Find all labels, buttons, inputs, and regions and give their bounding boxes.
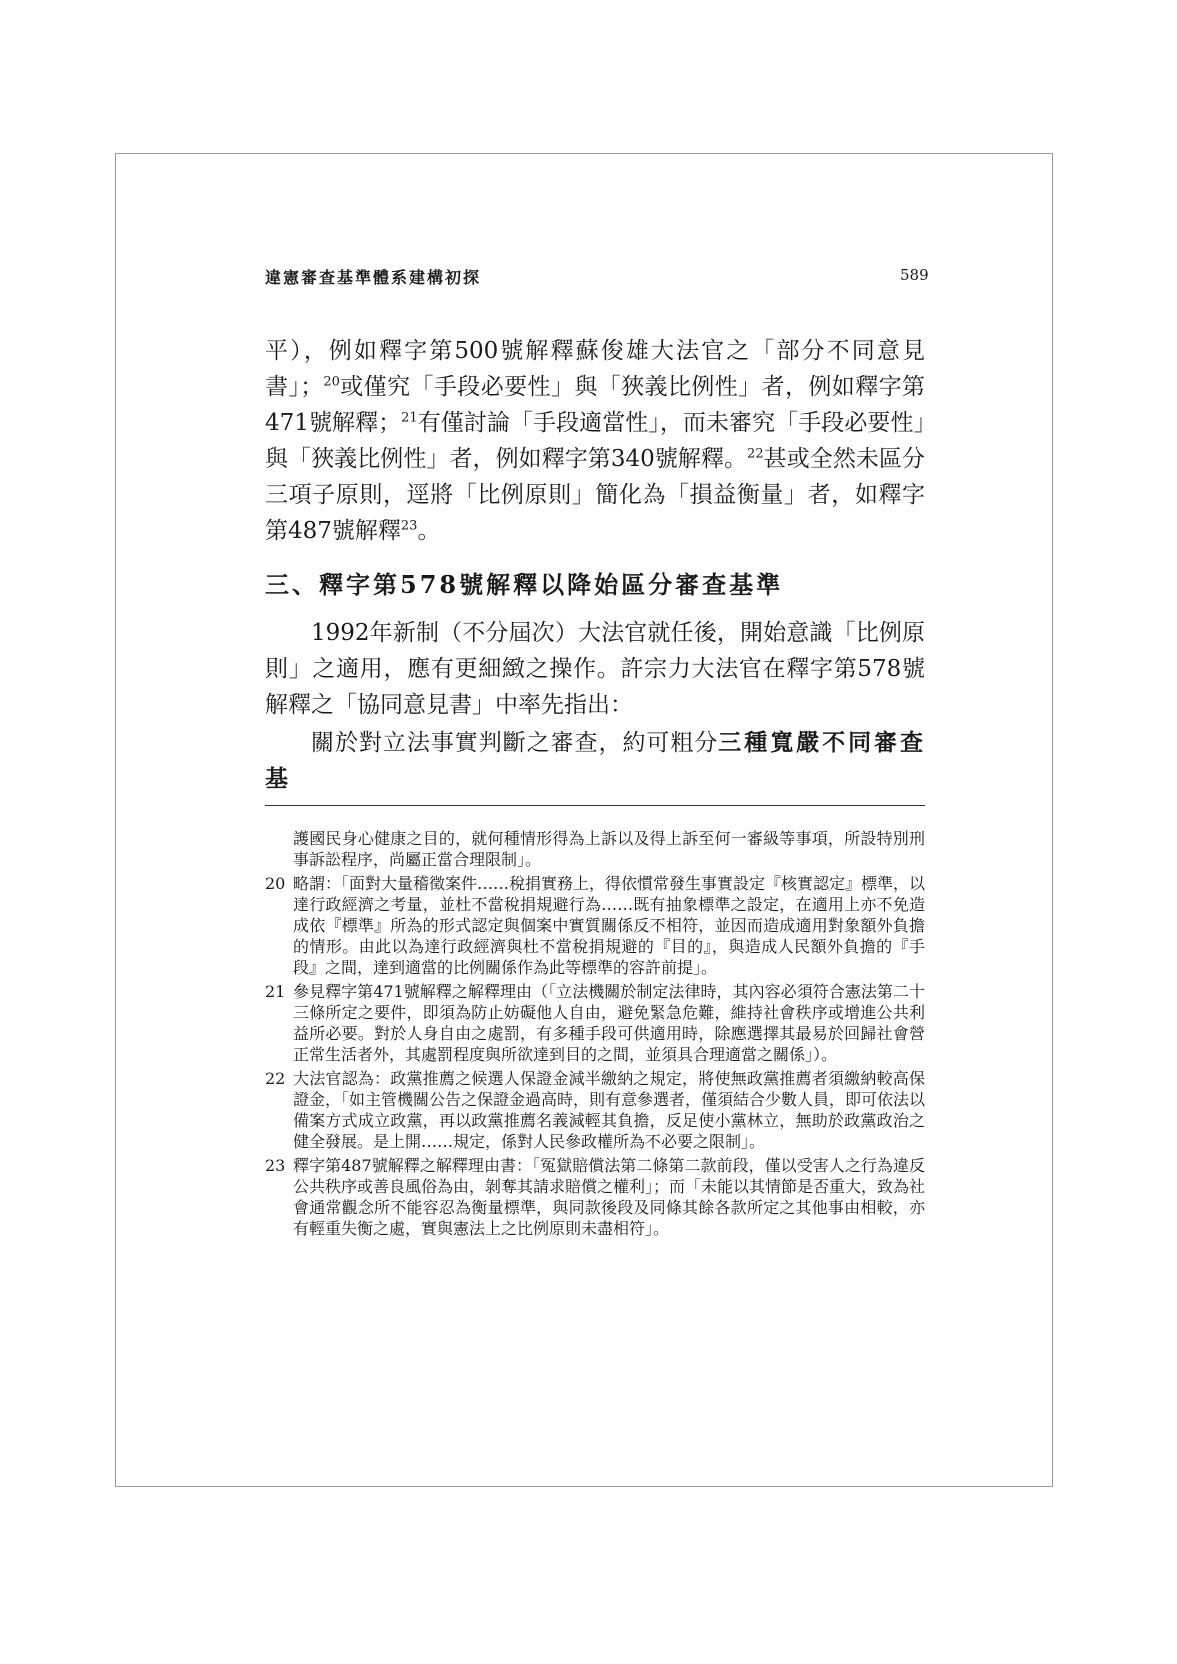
footnote-text: 略謂：「面對大量稽徵案件……稅捐實務上，得依慣常發生事實設定『核實認定』標準，以達行政經濟之考量，並杜不當稅捐規避行為……既有抽象標準之設定，在適用上亦不免造成依『標準』所為的形式認定與個案中實質關係反不相符，並因而造成適用對象額外負擔的情形。由此以為達行政經濟與杜不當稅捐規避的『目的』，與造成人民額外負擔的『手段』之間，達到適當的比例關係作為此等標準的容許前提」。 [293, 874, 926, 977]
footnote-text: 參見釋字第471號解釋之解釋理由（「立法機關於制定法律時，其內容必須符合憲法第二十三條所定之要件，即須為防止妨礙他人自由，避免緊急危難，維持社會秩序或增進公共利益所必要。對於人身自由之處罰，有多種手段可供適用時，除應選擇其最易於回歸社會營正常生活者外，其處罰程度與所欲達到目的之間，並須具合理適當之關係」）。 [293, 982, 925, 1064]
body-paragraph-2: 1992年新制（不分屆次）大法官就任後，開始意識「比例原則」之適用，應有更細緻之操作。許宗力大法官在釋字第578號解釋之「協同意見書」中率先指出： [265, 620, 925, 718]
footnote-continuation: 護國民身心健康之目的，就何種情形得為上訴以及得上訴至何一審級等事項，所設特別刑事訴訟程序，尚屬正當合理限制」。 [293, 829, 925, 869]
footnote-20 [265, 873, 925, 978]
bold-text-run: 三種寬嚴不同審查基 [265, 729, 926, 792]
text-run: 關於對立法事實判斷之審查，約可粗分 [311, 730, 719, 756]
body-paragraph-3 [265, 725, 925, 797]
footnote-ref-22[interactable]: 22 [747, 446, 764, 462]
running-title: 違憲審查基準體系建構初探 [265, 268, 482, 287]
footnote-number: 22 [265, 1069, 286, 1088]
page-number: 589 [900, 266, 929, 284]
footnote-23 [265, 1155, 925, 1239]
footnote-21 [265, 981, 925, 1065]
body-paragraph-1 [265, 333, 925, 549]
footnote-divider [265, 805, 925, 806]
text-run: 。 [417, 518, 441, 544]
text-run: 或僅究「手段必要性」與「狹義比例性」者，例如釋字第471號解釋； [265, 374, 926, 436]
footnote-number: 23 [265, 1156, 286, 1175]
footnote-text: 大法官認為：政黨推薦之候選人保證金減半繳納之規定，將使無政黨推薦者須繳納較高保證金，「如主管機關公告之保證金過高時，則有意參選者，僅須結合少數人員，即可依法以備案方式成立政黨，再以政黨推薦名義減輕其負擔，反足使小黨林立，無助於政黨政治之健全發展。是上開……規定，係對人民參政權所為不必要之限制」。 [293, 1069, 926, 1151]
footnote-22 [265, 1068, 925, 1152]
footnote-ref-21[interactable]: 21 [401, 410, 418, 426]
section-heading: 三、釋字第578號解釋以降始區分審查基準 [265, 570, 784, 599]
text-run: 甚或全然未區分三項子原則，逕將「比例原則」簡化為「損益衡量」者，如釋字第487號解釋 [265, 446, 925, 544]
text-run: 平），例如釋字第500號解釋蘇俊雄大法官之「部分不同意見書」； [265, 338, 925, 400]
footnote-ref-23[interactable]: 23 [400, 518, 418, 534]
footnote-text: 釋字第487號解釋之解釋理由書：「冤獄賠償法第二條第二款前段，僅以受害人之行為違反公共秩序或善良風俗為由，剝奪其請求賠償之權利」；而「未能以其情節是否重大，致為社會通常觀念所不能容忍為衡量標準，與同款後段及同條其餘各款所定之其他事由相較，亦有輕重失衡之處，實與憲法上之比例原則未盡相符」。 [293, 1156, 926, 1238]
text-run: 有僅討論「手段適當性」，而未審究「手段必要性」與「狹義比例性」者，例如釋字第340號解釋。 [265, 410, 926, 472]
footnote-ref-20[interactable]: 20 [323, 374, 340, 390]
footnote-number: 20 [265, 874, 286, 893]
footnotes [265, 828, 925, 1242]
footnote-number: 21 [265, 982, 286, 1001]
